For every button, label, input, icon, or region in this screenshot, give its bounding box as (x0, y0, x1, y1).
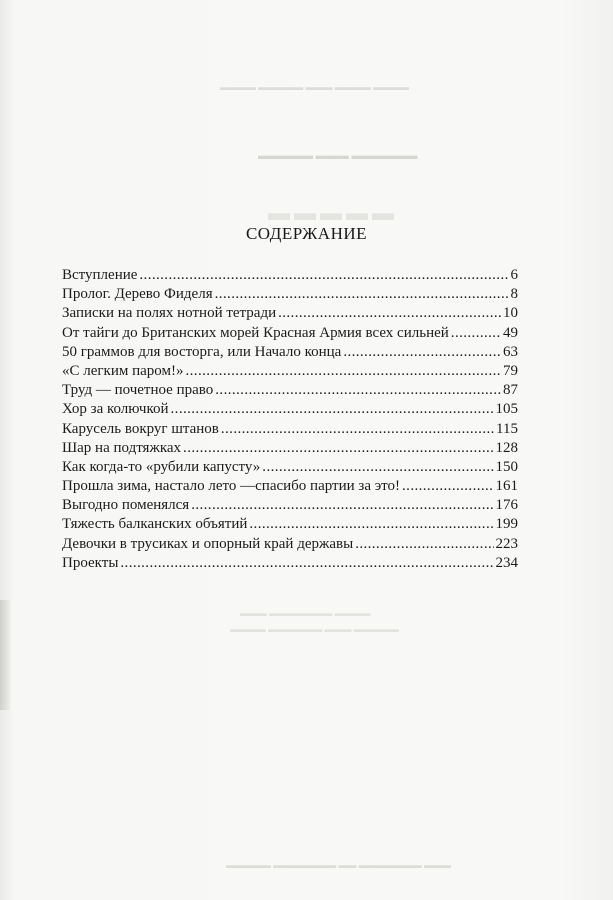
toc-page-number: 8 (510, 286, 518, 303)
toc-page-number: 199 (495, 516, 518, 533)
toc-page-number: 10 (503, 305, 518, 322)
toc-leader-dots (451, 324, 501, 343)
bleed-through-text: ▬▬▬▬▬ (268, 200, 398, 225)
bleed-through-text: ▬▬▬▬ ▬▬▬▬▬ ▬▬▬ ▬▬▬▬ ▬▬▬▬ (220, 82, 409, 92)
toc-entry (62, 381, 518, 400)
toc-page-number: 49 (503, 324, 518, 341)
toc-leader-dots (215, 285, 509, 304)
toc-entry-title: Девочки в трусиках и опорный край державы (62, 535, 354, 552)
toc-entry-title: «С легким паром!» (62, 362, 184, 379)
toc-entry-title: Пролог. Дерево Фиделя (62, 286, 213, 303)
toc-leader-dots (186, 362, 502, 381)
toc-entry (62, 439, 518, 458)
toc-entry-title: 50 граммов для восторга, или Начало конца (62, 343, 342, 360)
toc-leader-dots (191, 496, 493, 515)
toc-leader-dots (278, 304, 501, 323)
toc-entry (62, 515, 518, 534)
page-edge-shadow (0, 600, 10, 710)
table-of-contents (62, 266, 518, 573)
toc-page-number: 161 (495, 478, 518, 495)
contents-heading: СОДЕРЖАНИЕ (245, 224, 368, 243)
bleed-through-text: ▬▬▬▬▬ ▬▬▬ ▬▬▬▬▬▬ (258, 150, 418, 162)
toc-leader-dots (221, 420, 494, 439)
toc-page-number: 128 (495, 439, 518, 456)
toc-page-number: 63 (503, 343, 518, 360)
toc-entry-title: Хор за колючкой (62, 401, 169, 418)
toc-entry-title: Тяжесть балканских объятий (62, 516, 248, 533)
bleed-through-text: ▬▬▬▬ ▬▬▬▬▬▬ ▬▬▬ ▬▬▬▬▬ (230, 624, 399, 634)
toc-leader-dots (215, 381, 501, 400)
bleed-through-text: ▬▬▬ ▬▬▬▬▬▬▬ ▬▬▬▬ (240, 608, 371, 618)
toc-entry (62, 400, 518, 419)
toc-page-number: 105 (495, 401, 518, 418)
toc-entry-title: Труд — почетное право (62, 382, 214, 399)
toc-page-number: 223 (495, 535, 518, 552)
toc-leader-dots (402, 477, 493, 496)
toc-leader-dots (183, 439, 493, 458)
toc-entry-title: Как когда-то «рубили капусту» (62, 458, 261, 475)
toc-entry-title: Вступление (62, 267, 138, 283)
toc-leader-dots (120, 554, 493, 573)
toc-entry-title: Выгодно поменялся (62, 497, 190, 514)
toc-page-number: 6 (510, 267, 518, 283)
toc-entry (62, 343, 518, 362)
toc-page-number: 115 (496, 420, 518, 437)
toc-entry-title: Шар на подтяжках (62, 439, 182, 456)
toc-entry-title: Прошла зима, настало лето —спасибо партии за это! (62, 478, 401, 495)
toc-entry (62, 420, 518, 439)
toc-leader-dots (139, 266, 508, 285)
toc-page-number: 176 (495, 497, 518, 514)
toc-entry (62, 535, 518, 554)
toc-leader-dots (343, 343, 501, 362)
toc-entry (62, 554, 518, 573)
toc-entry (62, 496, 518, 515)
toc-entry-title: Записки на полях нотной тетради (62, 305, 277, 322)
toc-leader-dots (171, 400, 494, 419)
toc-leader-dots (262, 458, 493, 477)
toc-leader-dots (249, 515, 493, 534)
toc-entry-title: Проекты (62, 554, 119, 571)
toc-entry (62, 362, 518, 381)
bleed-through-text: ▬▬▬▬▬ ▬▬▬▬▬▬▬ ▬▬ ▬▬▬▬▬▬▬ ▬▬▬ (226, 860, 451, 870)
toc-page-number: 87 (503, 382, 518, 399)
toc-page-number: 150 (495, 458, 518, 475)
toc-entry-title: Карусель вокруг штанов (62, 420, 219, 437)
toc-leader-dots (355, 535, 493, 554)
toc-entry (62, 324, 518, 343)
toc-entry (62, 304, 518, 323)
toc-entry (62, 458, 518, 477)
toc-entry (62, 285, 518, 304)
toc-entry-title: От тайги до Британских морей Красная Армия всех сильней (62, 324, 449, 341)
toc-entry (62, 266, 518, 285)
toc-page-number: 79 (503, 362, 518, 379)
toc-entry (62, 477, 518, 496)
toc-page-number: 234 (495, 554, 518, 571)
